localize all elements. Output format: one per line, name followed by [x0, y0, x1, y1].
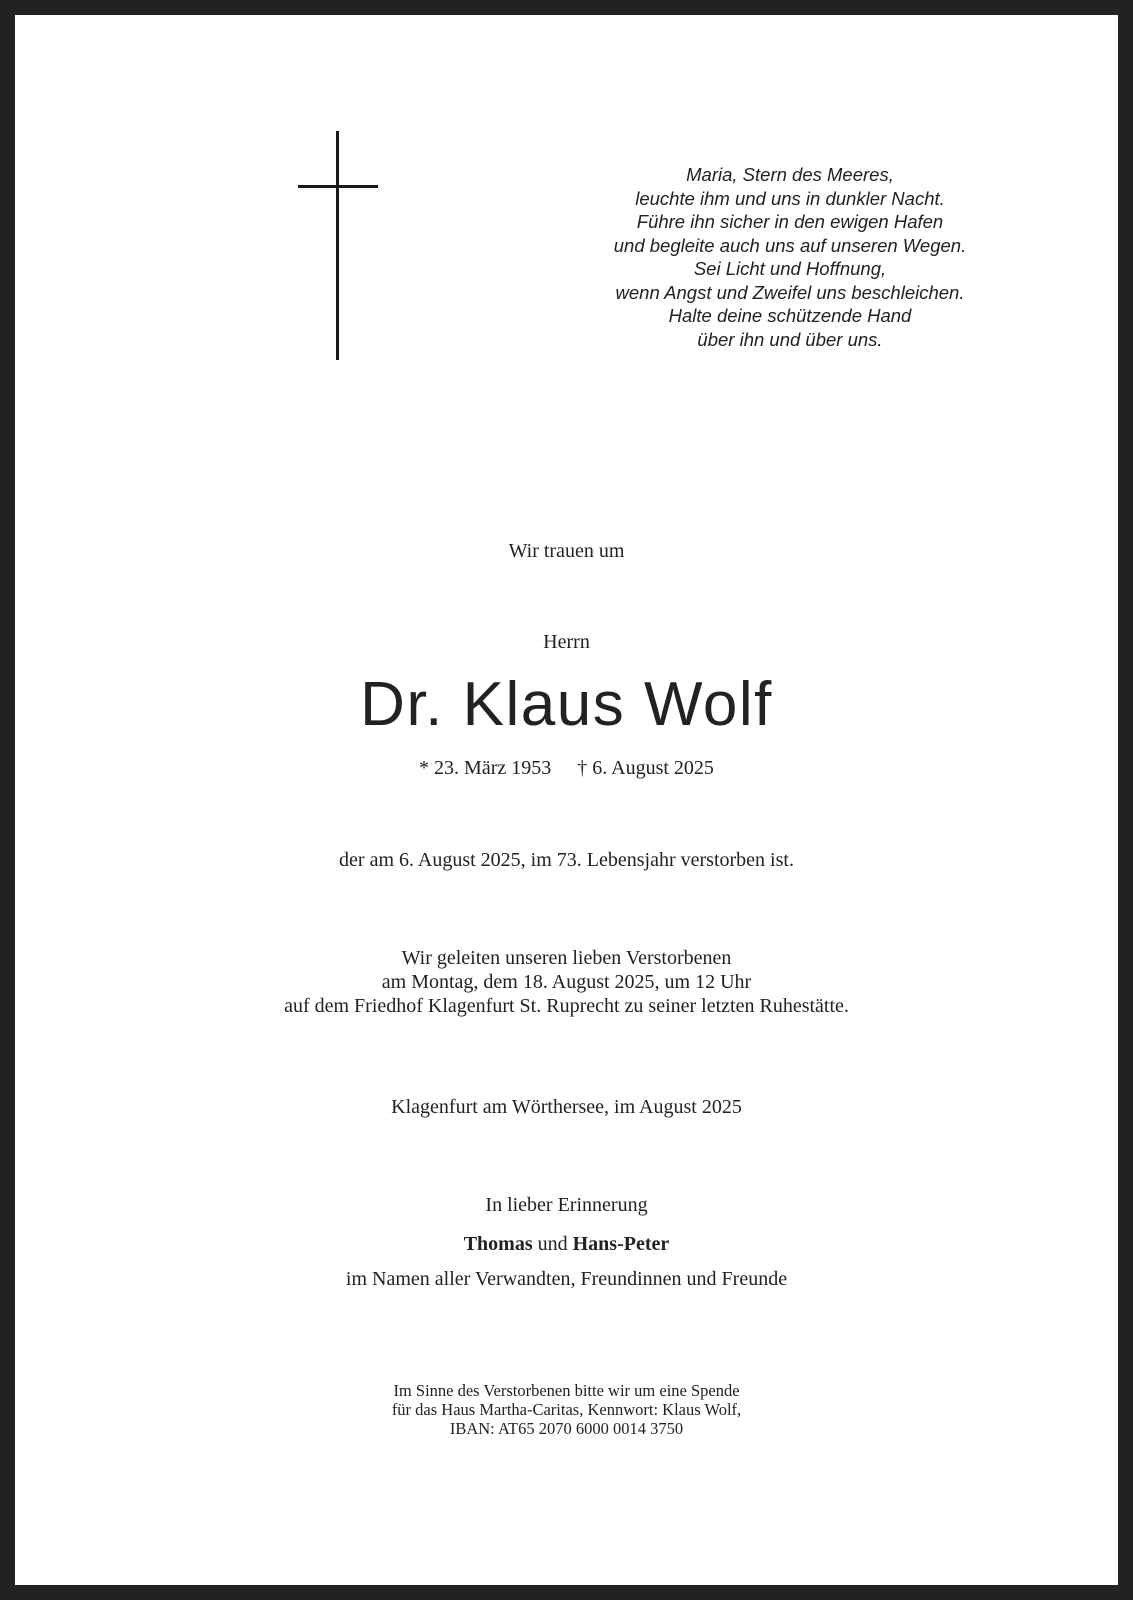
- poem-line: Führe ihn sicher in den ewigen Hafen: [636, 211, 944, 232]
- place-date: Klagenfurt am Wörthersee, im August 2025: [391, 1096, 742, 1118]
- donation-line-2: für das Haus Martha-Caritas, Kennwort: Klaus Wolf,: [391, 1400, 742, 1419]
- poem-line: leuchte ihm und uns in dunkler Nacht.: [635, 187, 945, 209]
- memory-intro: In lieber Erinnerung: [485, 1194, 648, 1216]
- poem-line: Maria, Stern des Meeres,: [686, 164, 894, 185]
- funeral-line-2: am Montag, dem 18. August 2025, um 12 Uhr: [381, 971, 752, 993]
- birth-date: * 23. März 1953: [419, 757, 552, 779]
- death-sentence: der am 6. August 2025, im 73. Lebensjahr verstorben ist.: [339, 849, 794, 871]
- poem-line: und begleite auch uns auf unseren Wegen.: [613, 234, 967, 256]
- funeral-line-1: Wir geleiten unseren lieben Verstorbenen: [401, 947, 732, 969]
- life-dates: [15, 756, 1118, 781]
- prayer-poem: [560, 163, 1020, 351]
- salutation: Herrn: [543, 631, 590, 653]
- deceased-name: Dr. Klaus Wolf: [360, 670, 773, 739]
- poem-line: Halte deine schützende Hand: [668, 305, 912, 326]
- funeral-line-3: auf dem Friedhof Klagenfurt St. Ruprecht zu seiner letzten Ruhestätte.: [284, 995, 849, 1017]
- poem-line: wenn Angst und Zweifel uns beschleichen.: [615, 281, 965, 303]
- cross-horizontal-bar: [298, 185, 378, 188]
- poem-line: über ihn und über uns.: [697, 328, 883, 350]
- cross-vertical-bar: [336, 131, 339, 360]
- donation-line-1: Im Sinne des Verstorbenen bitte wir um eine Spende: [393, 1381, 740, 1400]
- intro-text: Wir trauen um: [508, 540, 625, 562]
- donation-line-3: IBAN: AT65 2070 6000 0014 3750: [449, 1419, 684, 1438]
- relatives-line: im Namen aller Verwandten, Freundinnen und Freunde: [345, 1268, 788, 1290]
- poem-line: Sei Licht und Hoffnung,: [693, 258, 887, 279]
- mourner-connector: und: [537, 1233, 568, 1255]
- mourners: [15, 1232, 1118, 1257]
- death-date: † 6. August 2025: [577, 757, 714, 779]
- mourner-name-2: Hans-Peter: [572, 1233, 670, 1255]
- mourner-name-1: Thomas: [463, 1233, 533, 1255]
